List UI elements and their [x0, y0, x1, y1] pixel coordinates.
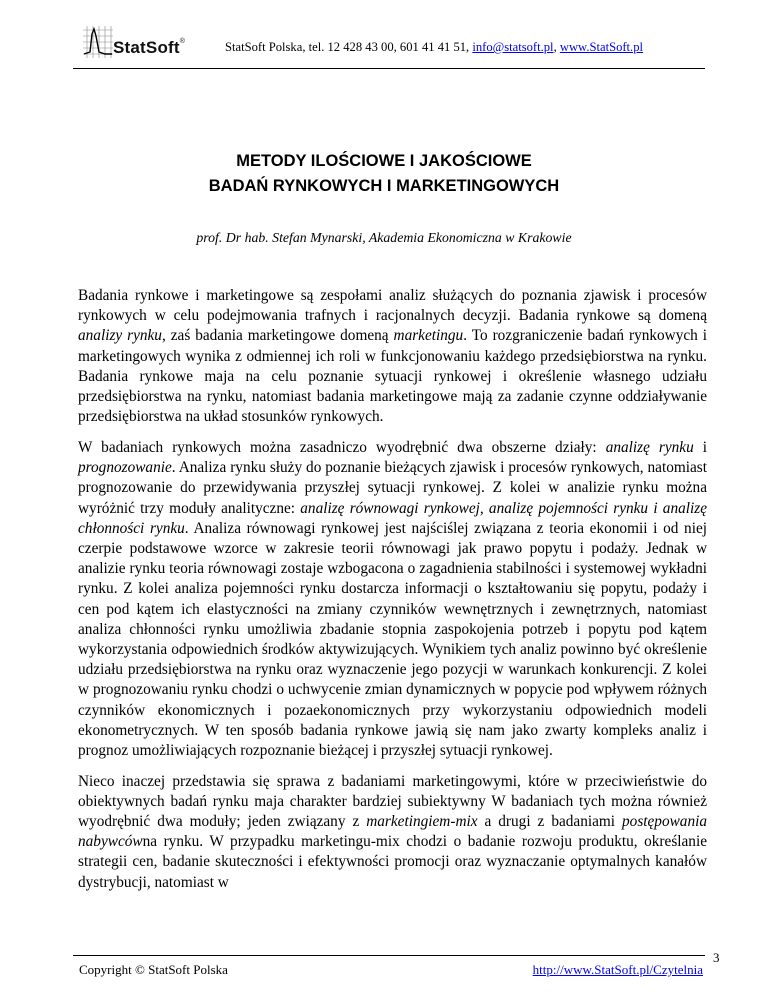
copyright-text: Copyright © StatSoft Polska [79, 962, 228, 977]
header-contact-line: StatSoft Polska, tel. 12 428 43 00, 601 41 41 51, info@statsoft.pl, www.StatSoft.pl [225, 40, 644, 54]
document-body [78, 286, 707, 903]
website-link[interactable]: www.StatSoft.pl [559, 40, 644, 54]
author-line: prof. Dr hab. Stefan Mynarski, Akademia Ekonomiczna w Krakowie [196, 230, 572, 245]
email-link[interactable]: info@statsoft.pl [472, 40, 554, 54]
footer-url-link[interactable]: http://www.StatSoft.pl/Czytelnia [532, 962, 703, 977]
statsoft-logo [83, 26, 213, 62]
paragraph-2: W badaniach rynkowych można zasadniczo wyodrębnić dwa obszerne działy: analizę rynku i prognozowanie. Analiza rynku służy do poznanie bieżących zjawisk i procesów rynkowych, natomiast prognozowanie do przewidywania przyszłej sytuacji rynkowej. Z kolei w analizie rynku można wyróżnić trzy moduły analityczne: analizę równowagi rynkowej, analizę pojemności rynku i analizę chłonności rynku. Analiza równowagi rynkowej jest najściślej związana z teoria ekonomii i od niej czerpie podstawowe wzorce w zakresie teorii równowagi jak prawo popytu i podaży. Jednak w analizie rynku teoria równowagi zostaje wzbogacona o zagadnienia stabilności i systemowej wykładni rynku. Z kolei analiza pojemności rynku dostarcza informacji o kształtowaniu się popytu, podaży i cen pod kątem ich elastyczności na zmiany czynników wewnętrznych i zewnętrznych, natomiast analiza chłonności rynku umożliwia zbadanie stopnia zaspokojenia potrzeb i popytu pod kątem wykorzystania odpowiednich środków aktywizujących. Wynikiem tych analiz powinno być określenie udziału przedsiębiorstwa na rynku oraz wyznaczenie jego pozycji w warunkach konkurencji. Z kolei w prognozowaniu rynku chodzi o uchwycenie zmian dynamicznych w popycie pod wpływem różnych czynników ekonomicznych i pozaekonomicznych przy wykorzystaniu odpowiednich modeli ekonometrycznych. W ten sposób badania rynkowe jawią się nam jako zwarty kompleks analiz i prognoz umożliwiających rozpoznanie bieżącej i przyszłej sytuacji rynkowej. [78, 438, 708, 759]
title-line-1: METODY ILOŚCIOWE I JAKOŚCIOWE [236, 152, 532, 170]
page-header [73, 24, 705, 69]
title-line-2: BADAŃ RYNKOWYCH I MARKETINGOWYCH [208, 177, 560, 195]
logo-chart-icon [83, 26, 113, 58]
page-number: 3 [713, 950, 720, 965]
document-title [0, 149, 768, 199]
paragraph-1: Badania rynkowe i marketingowe są zespołami analiz służących do poznania zjawisk i procesów rynkowych w celu podejmowania trafnych i racjonalnych decyzji. Badania rynkowe są domeną analizy rynku, zaś badania marketingowe domeną marketingu. To rozgraniczenie badań rynkowych i marketingowych wynika z odmiennej ich roli w funkcjonowaniu każdego przedsiębiorstwa na rynku. Badania rynkowe maja na celu poznanie sytuacji rynkowej i określenie własnego udziału przedsiębiorstwa na rynku, natomiast badania marketingowe mają za zadanie czynne oddziaływanie przedsiębiorstwa na układ stosunków rynkowych. [78, 287, 708, 426]
paragraph-3: Nieco inaczej przedstawia się sprawa z badaniami marketingowymi, które w przeciwieństwie do obiektywnych badań rynku maja charakter bardziej subiektywny W badaniach tych można również wyodrębnić dwa moduły; jeden związany z marketingiem-mix a drugi z badaniami postępowania nabywcówna rynku. W przypadku marketingu-mix chodzi o badanie rozwoju produktu, określanie strategii cen, badanie skuteczności i efektywności promocji oraz wyznaczanie optymalnych kanałów dystrybucji, natomiast w [78, 772, 707, 891]
header-contact-text: StatSoft Polska, tel. 12 428 43 00, 601 41 41 51, [225, 40, 473, 54]
logo-wordmark: StatSoft® [113, 38, 186, 57]
page-footer [73, 955, 705, 980]
